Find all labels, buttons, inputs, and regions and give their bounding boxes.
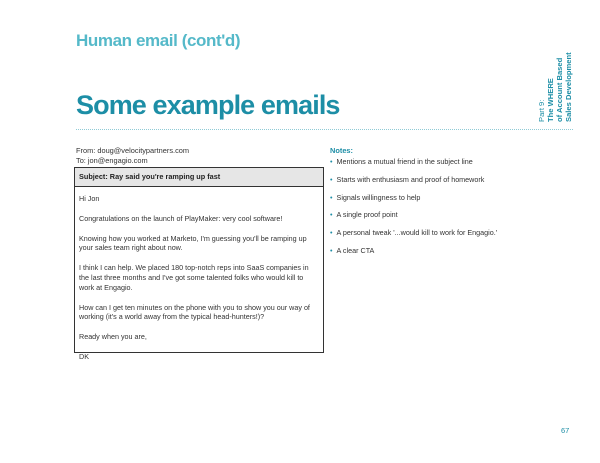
bullet-icon: • <box>330 157 333 166</box>
notes-heading: Notes: <box>330 146 353 155</box>
note-item: • A single proof point <box>330 210 398 219</box>
note-item: • A personal tweak '...would kill to work for Engagio.' <box>330 228 498 237</box>
email-to: To: jon@engagio.com <box>76 156 148 165</box>
email-paragraph: Ready when you are, <box>79 332 147 342</box>
email-body <box>75 187 323 362</box>
email-header <box>76 146 189 166</box>
email-paragraph: Congratulations on the launch of PlayMaker: very cool software! <box>79 213 283 223</box>
note-item: • Starts with enthusiasm and proof of homework <box>330 175 485 184</box>
email-paragraph: Knowing how you worked at Marketo, I'm guessing you'll be ramping up your sales team right about now. <box>79 233 307 253</box>
page-title: Some example emails <box>76 90 340 120</box>
email-box <box>74 167 324 361</box>
section-title: Human email (cont'd) <box>76 31 241 50</box>
bullet-icon: • <box>330 228 333 237</box>
page-number: 67 <box>561 426 570 435</box>
email-paragraph: Hi Jon <box>79 194 100 203</box>
side-label-line1: The WHERE <box>546 78 555 122</box>
email-paragraph: I think I can help. We placed 180 top-notch reps into SaaS companies in the last three months and I've got some talented folks who would kill to work at Engagio. <box>79 263 309 292</box>
note-item: • Mentions a mutual friend in the subject line <box>330 157 473 166</box>
email-from: From: doug@velocitypartners.com <box>76 146 190 155</box>
side-label-part: Part 9: <box>537 99 546 122</box>
note-item: • A clear CTA <box>330 246 375 255</box>
side-label <box>536 46 572 122</box>
divider <box>76 129 573 130</box>
bullet-icon: • <box>330 246 333 255</box>
bullet-icon: • <box>330 210 333 219</box>
bullet-icon: • <box>330 175 333 184</box>
side-label-line2: of Account Based <box>555 57 564 122</box>
email-subject: Subject: Ray said you're ramping up fast <box>75 168 323 187</box>
email-paragraph: DK <box>79 351 89 361</box>
email-paragraph: How can I get ten minutes on the phone with you to show you our way of working (it's a world away from the typical head-hunters!)? <box>79 302 310 322</box>
note-item: • Signals willingness to help <box>330 193 421 202</box>
bullet-icon: • <box>330 193 333 202</box>
side-label-line3: Sales Development <box>564 52 573 122</box>
